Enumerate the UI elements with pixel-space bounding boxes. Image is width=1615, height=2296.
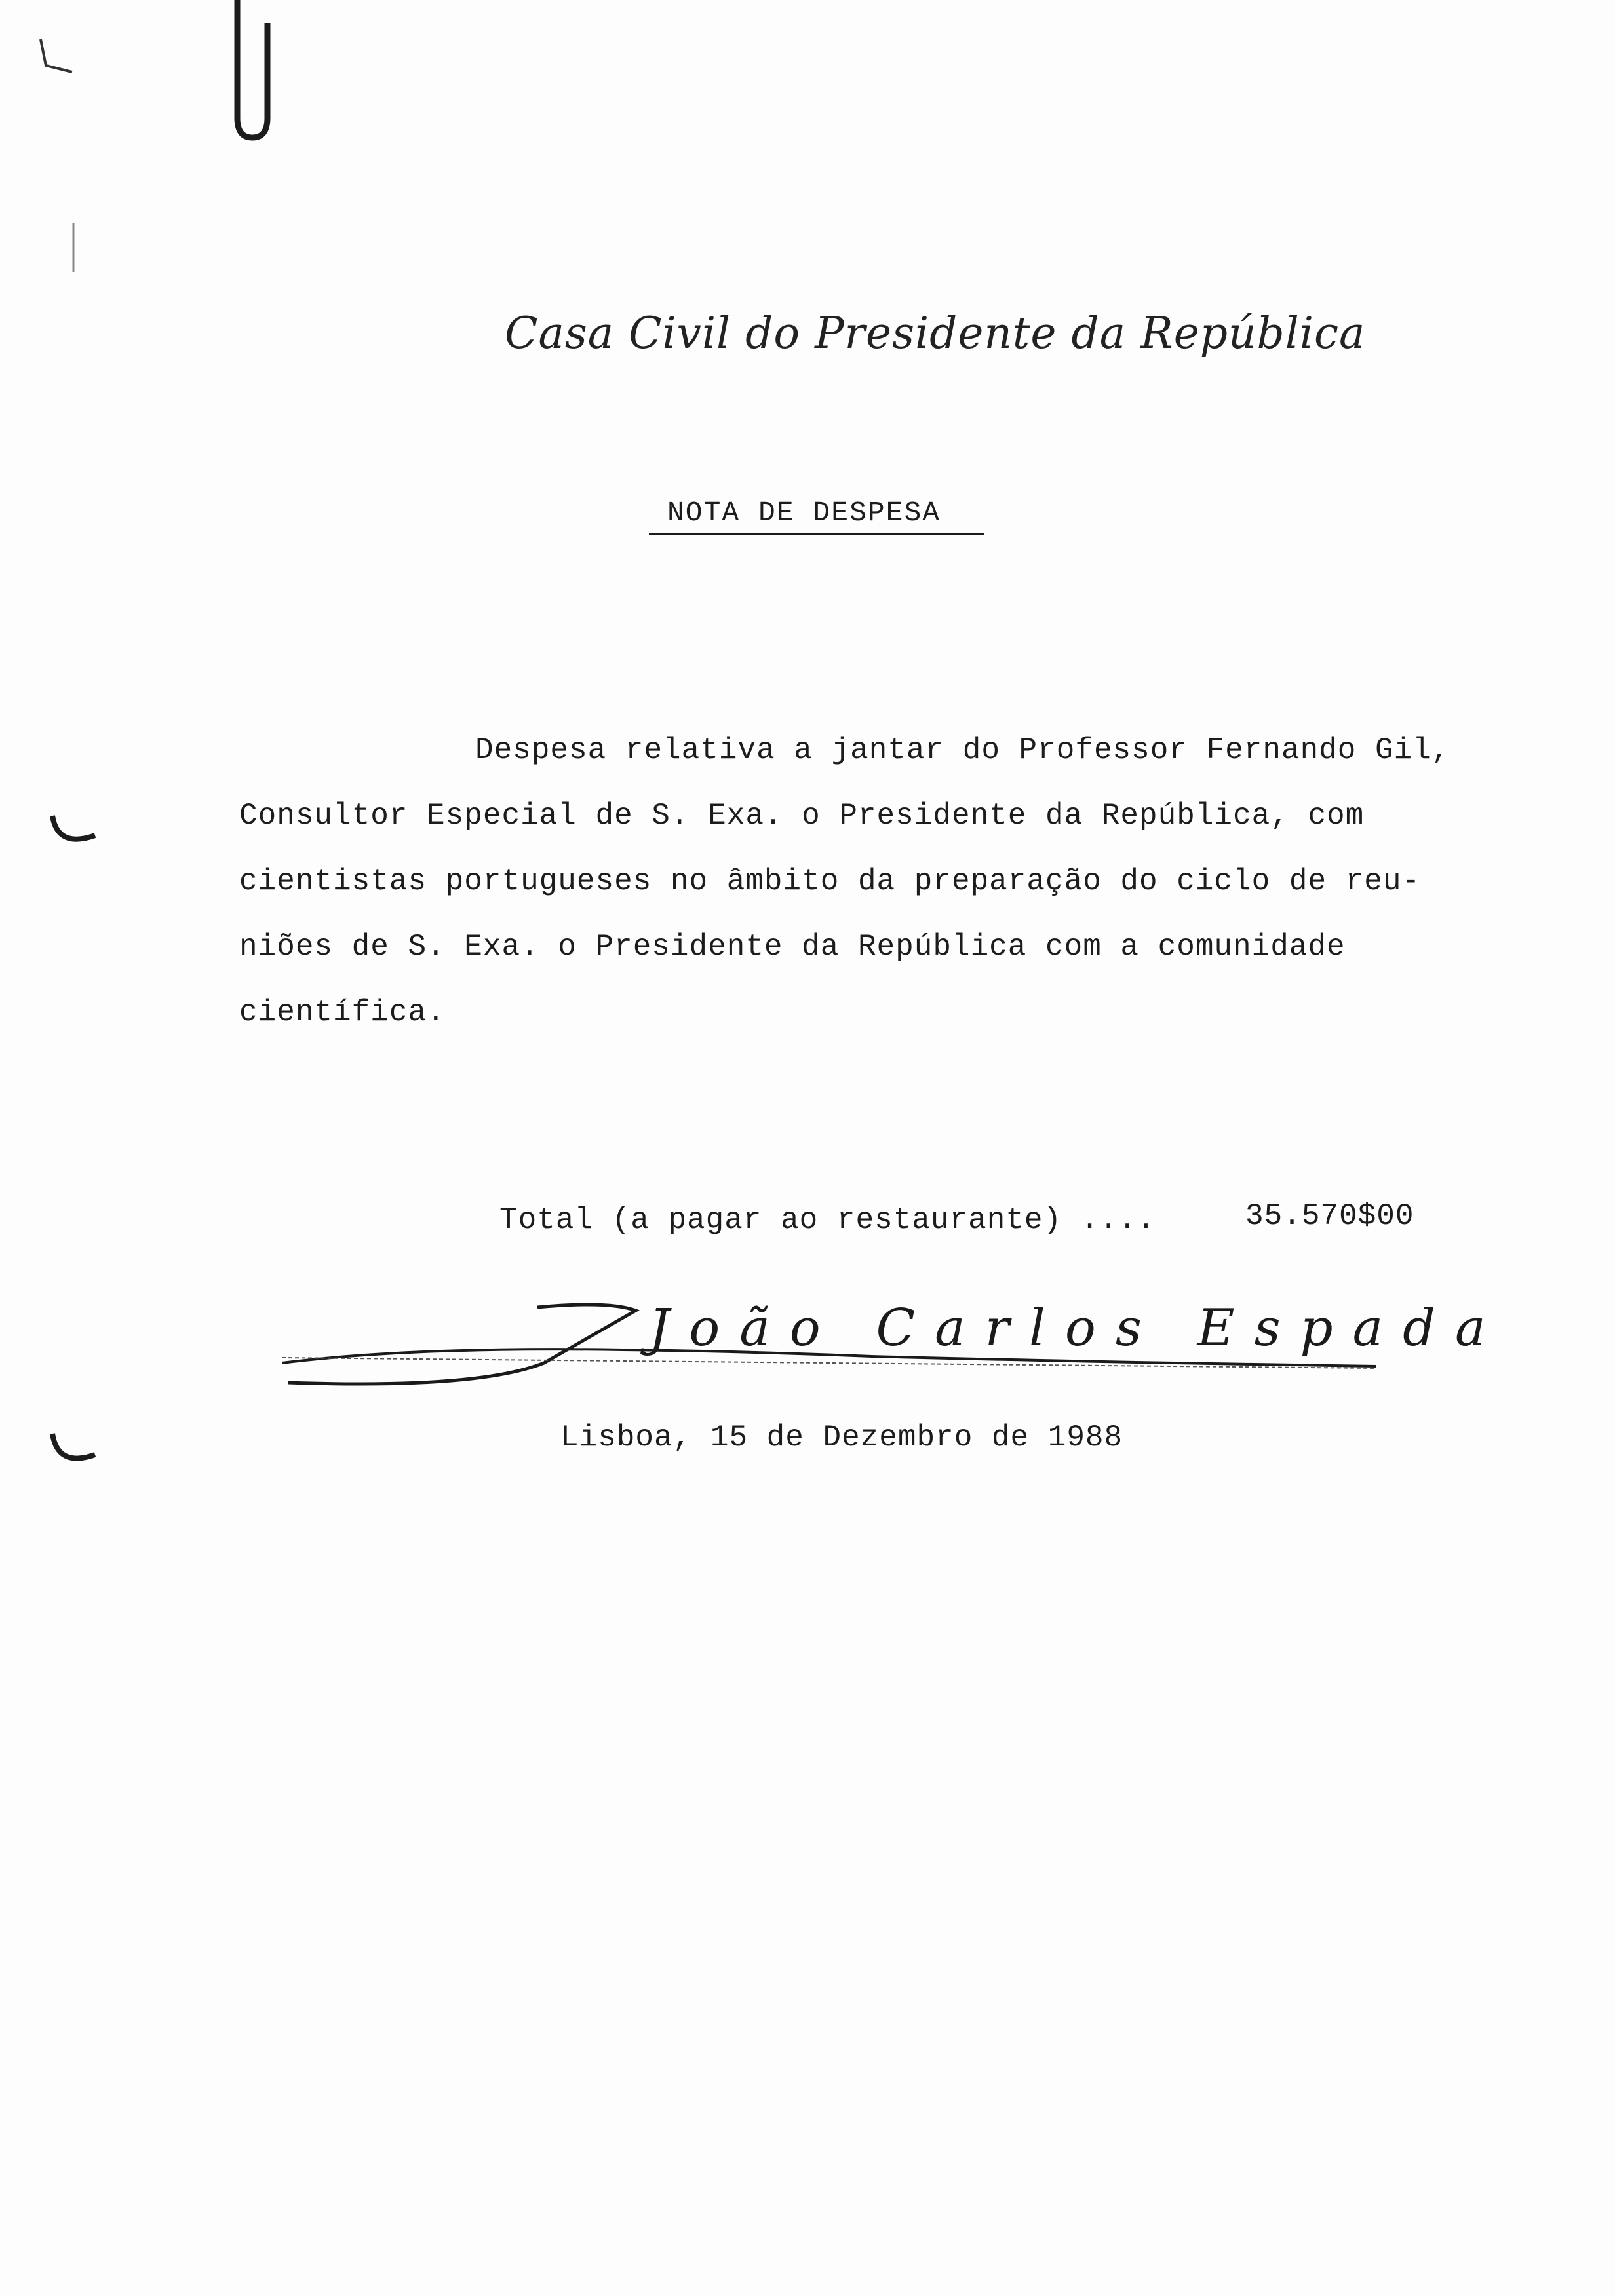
total-amount: 35.570$00 bbox=[1245, 1199, 1414, 1233]
signature-name: João Carlos Espada bbox=[649, 1299, 1506, 1358]
place-date: Lisboa, 15 de Dezembro de 1988 bbox=[560, 1421, 1123, 1455]
signature-flourish bbox=[288, 1305, 636, 1384]
body-line: Despesa relativa a jantar do Professor Fernando Gil, bbox=[475, 733, 1450, 767]
document-title: NOTA DE DESPESA bbox=[667, 497, 941, 529]
body-paragraph bbox=[239, 718, 1511, 1045]
hole-punch-mark-bottom bbox=[52, 1434, 95, 1459]
title-underline bbox=[649, 533, 984, 535]
body-line: Consultor Especial de S. Exa. o Presidente da República, com bbox=[239, 799, 1365, 833]
body-line: cientistas portugueses no âmbito da preparação do ciclo de reu- bbox=[239, 864, 1421, 898]
body-line: científica. bbox=[239, 995, 446, 1029]
paper-clip-mark bbox=[237, 0, 267, 138]
total-label: Total (a pagar ao restaurante) .... bbox=[499, 1203, 1156, 1237]
corner-mark bbox=[41, 39, 72, 72]
hole-punch-mark-top bbox=[52, 816, 95, 839]
letterhead: Casa Civil do Presidente da República bbox=[505, 308, 1366, 358]
body-line: niões de S. Exa. o Presidente da República com a comunidade bbox=[239, 930, 1346, 964]
